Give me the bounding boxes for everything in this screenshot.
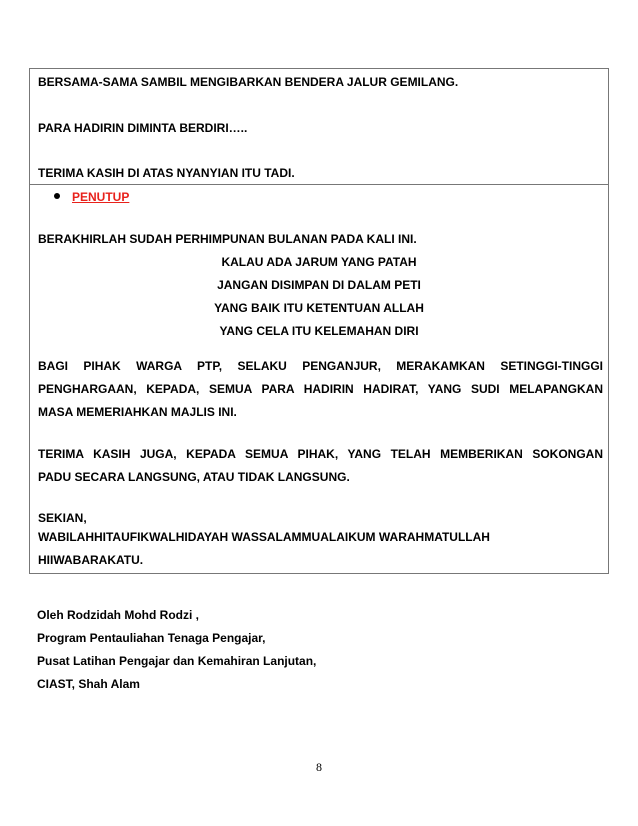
paragraph-line: PENGHARGAAN, KEPADA, SEMUA PARA HADIRIN HADIRAT, YANG SUDI MELAPANGKAN	[38, 382, 603, 396]
author-name: Oleh Rodzidah Mohd Rodzi ,	[37, 608, 199, 622]
pantun-line: JANGAN DISIMPAN DI DALAM PETI	[217, 278, 421, 292]
heading-label: PENUTUP	[72, 190, 130, 204]
sekian-line: SEKIAN,	[38, 511, 87, 525]
paragraph-line: TERIMA KASIH JUGA, KEPADA SEMUA PIHAK, YANG TELAH MEMBERIKAN SOKONGAN	[38, 447, 603, 461]
author-institution: Pusat Latihan Pengajar dan Kemahiran Lanjutan,	[37, 654, 317, 668]
author-location: CIAST, Shah Alam	[37, 677, 140, 691]
salam-line: WABILAHHITAUFIKWALHIDAYAH WASSALAMMUALAIKUM WARAHMATULLAH	[38, 530, 490, 544]
paragraph-line: PADU SECARA LANGSUNG, ATAU TIDAK LANGSUNG.	[38, 470, 350, 484]
author-program: Program Pentauliahan Tenaga Pengajar,	[37, 631, 266, 645]
page-number: 8	[316, 760, 322, 774]
text-line-thanks: TERIMA KASIH DI ATAS NYANYIAN ITU TADI.	[38, 166, 295, 180]
paragraph-line: MASA MEMERIAHKAN MAJLIS INI.	[38, 405, 237, 419]
pantun-line: KALAU ADA JARUM YANG PATAH	[221, 255, 417, 269]
text-line-stand: PARA HADIRIN DIMINTA BERDIRI…..	[38, 121, 248, 135]
salam-line: HIIWABARAKATU.	[38, 553, 144, 567]
pantun-line: YANG CELA ITU KELEMAHAN DIRI	[219, 324, 419, 338]
pantun-line: YANG BAIK ITU KETENTUAN ALLAH	[214, 301, 424, 315]
text-line-flag: BERSAMA-SAMA SAMBIL MENGIBARKAN BENDERA JALUR GEMILANG.	[38, 75, 459, 89]
script-box-anthem	[29, 68, 609, 184]
section-heading-penutup	[54, 190, 129, 205]
closing-line: BERAKHIRLAH SUDAH PERHIMPUNAN BULANAN PADA KALI INI.	[38, 232, 417, 246]
script-box-closing	[29, 184, 609, 574]
bullet-icon	[54, 193, 60, 199]
paragraph-line: BAGI PIHAK WARGA PTP, SELAKU PENGANJUR, MERAKAMKAN SETINGGI-TINGGI	[38, 359, 603, 373]
